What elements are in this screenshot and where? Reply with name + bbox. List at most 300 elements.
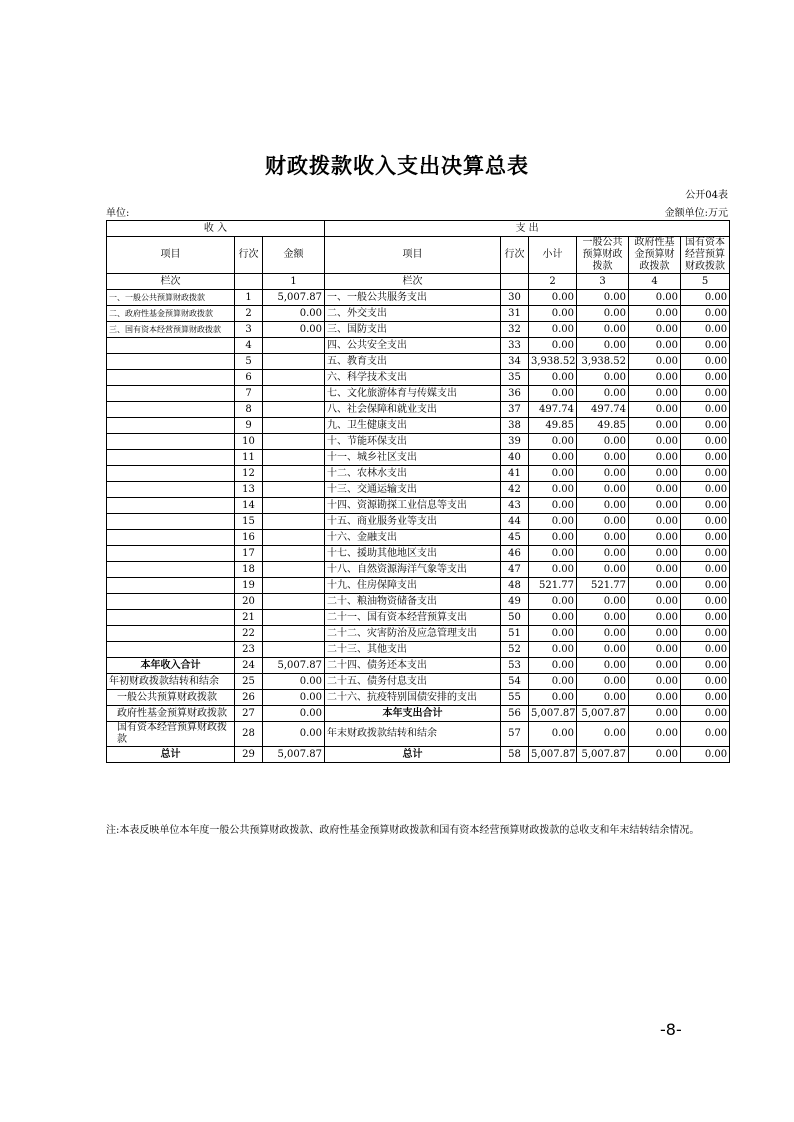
income-row-no: 14 xyxy=(235,498,263,514)
table-row xyxy=(107,578,730,594)
state-capital-amount: 0.00 xyxy=(681,450,730,466)
table-row xyxy=(107,674,730,690)
state-capital-amount: 0.00 xyxy=(681,466,730,482)
table-row xyxy=(107,498,730,514)
expense-row-no: 47 xyxy=(501,562,529,578)
table-row xyxy=(107,610,730,626)
fund-budget-amount: 0.00 xyxy=(629,482,681,498)
income-amount: 0.00 xyxy=(263,674,325,690)
table-row xyxy=(107,354,730,370)
income-row-no: 12 xyxy=(235,466,263,482)
subtotal-amount: 0.00 xyxy=(529,546,577,562)
expense-item: 二十二、灾害防治及应急管理支出 xyxy=(325,626,501,642)
income-column-no-blank xyxy=(235,274,263,290)
expense-item: 二十五、债务付息支出 xyxy=(325,674,501,690)
expense-item: 六、科学技术支出 xyxy=(325,370,501,386)
state-capital-amount: 0.00 xyxy=(681,306,730,322)
table-row xyxy=(107,706,730,722)
general-budget-amount: 5,007.87 xyxy=(577,747,629,763)
expense-section-header: 支 出 xyxy=(325,221,730,237)
fund-budget-amount: 0.00 xyxy=(629,498,681,514)
expense-item: 总计 xyxy=(325,747,501,763)
income-item xyxy=(107,450,235,466)
subtotal-amount: 0.00 xyxy=(529,674,577,690)
income-row-no: 2 xyxy=(235,306,263,322)
income-row-no: 5 xyxy=(235,354,263,370)
state-capital-amount: 0.00 xyxy=(681,418,730,434)
income-row-no: 22 xyxy=(235,626,263,642)
fund-budget-amount: 0.00 xyxy=(629,306,681,322)
income-row-no: 28 xyxy=(235,722,263,747)
state-capital-amount: 0.00 xyxy=(681,514,730,530)
expense-row-no: 51 xyxy=(501,626,529,642)
subtotal-amount: 0.00 xyxy=(529,498,577,514)
expense-row-no: 34 xyxy=(501,354,529,370)
expense-row-no: 57 xyxy=(501,722,529,747)
income-amount: 0.00 xyxy=(263,722,325,747)
general-budget-amount: 521.77 xyxy=(577,578,629,594)
subtotal-amount: 0.00 xyxy=(529,338,577,354)
state-capital-amount: 0.00 xyxy=(681,434,730,450)
expense-row-no: 30 xyxy=(501,290,529,306)
table-row xyxy=(107,562,730,578)
income-amount xyxy=(263,466,325,482)
state-capital-amount: 0.00 xyxy=(681,482,730,498)
fund-budget-amount: 0.00 xyxy=(629,370,681,386)
subtotal-amount: 0.00 xyxy=(529,594,577,610)
fund-budget-amount: 0.00 xyxy=(629,466,681,482)
subtotal-amount: 0.00 xyxy=(529,370,577,386)
table-row xyxy=(107,466,730,482)
fund-budget-amount: 0.00 xyxy=(629,578,681,594)
subtotal-amount: 0.00 xyxy=(529,658,577,674)
fund-budget-amount: 0.00 xyxy=(629,546,681,562)
income-item xyxy=(107,482,235,498)
expense-item: 二十一、国有资本经营预算支出 xyxy=(325,610,501,626)
income-item xyxy=(107,402,235,418)
income-amount xyxy=(263,434,325,450)
subtotal-amount: 0.00 xyxy=(529,626,577,642)
expense-row-no: 38 xyxy=(501,418,529,434)
income-amount xyxy=(263,578,325,594)
expense-item: 三、国防支出 xyxy=(325,322,501,338)
income-item: 三、国有资本经营预算财政拨款 xyxy=(107,322,235,338)
income-row-no: 13 xyxy=(235,482,263,498)
income-row-no: 3 xyxy=(235,322,263,338)
income-item xyxy=(107,466,235,482)
fund-budget-amount: 0.00 xyxy=(629,434,681,450)
table-row xyxy=(107,482,730,498)
fund-budget-amount: 0.00 xyxy=(629,626,681,642)
income-item xyxy=(107,354,235,370)
general-budget-amount: 0.00 xyxy=(577,306,629,322)
table-row xyxy=(107,434,730,450)
table-row xyxy=(107,386,730,402)
general-budget-amount: 0.00 xyxy=(577,322,629,338)
general-budget-amount: 0.00 xyxy=(577,530,629,546)
income-row-no: 1 xyxy=(235,290,263,306)
expense-row-no: 54 xyxy=(501,674,529,690)
income-row-no: 26 xyxy=(235,690,263,706)
fund-budget-amount: 0.00 xyxy=(629,402,681,418)
income-amount xyxy=(263,402,325,418)
table-row xyxy=(107,626,730,642)
table-note: 注:本表反映单位本年度一般公共预算财政拨款、政府性基金预算财政拨款和国有资本经营预算财政拨款的总收支和年末结转结余情况。 xyxy=(106,825,700,836)
fund-budget-amount: 0.00 xyxy=(629,642,681,658)
fund-budget-amount: 0.00 xyxy=(629,594,681,610)
income-section-header: 收 入 xyxy=(107,221,325,237)
income-row-no: 6 xyxy=(235,370,263,386)
expense-item: 十五、商业服务业等支出 xyxy=(325,514,501,530)
general-budget-amount: 3,938.52 xyxy=(577,354,629,370)
expense-item: 九、卫生健康支出 xyxy=(325,418,501,434)
income-row-no: 21 xyxy=(235,610,263,626)
subtotal-amount: 5,007.87 xyxy=(529,706,577,722)
income-item: 本年收入合计 xyxy=(107,658,235,674)
income-row-no: 27 xyxy=(235,706,263,722)
expense-row-no: 55 xyxy=(501,690,529,706)
income-item xyxy=(107,434,235,450)
expense-item: 十九、住房保障支出 xyxy=(325,578,501,594)
general-budget-amount: 0.00 xyxy=(577,498,629,514)
subtotal-amount: 0.00 xyxy=(529,450,577,466)
state-capital-amount: 0.00 xyxy=(681,658,730,674)
expense-row-no: 36 xyxy=(501,386,529,402)
expense-item: 一、一般公共服务支出 xyxy=(325,290,501,306)
expense-row-no: 41 xyxy=(501,466,529,482)
expense-row-no: 48 xyxy=(501,578,529,594)
state-capital-amount: 0.00 xyxy=(681,562,730,578)
expense-item: 二、外交支出 xyxy=(325,306,501,322)
subtotal-amount: 49.85 xyxy=(529,418,577,434)
state-capital-amount: 0.00 xyxy=(681,747,730,763)
expense-item: 十、节能环保支出 xyxy=(325,434,501,450)
expense-item: 二十三、其他支出 xyxy=(325,642,501,658)
income-amount xyxy=(263,546,325,562)
expense-item: 十四、资源勘探工业信息等支出 xyxy=(325,498,501,514)
income-item xyxy=(107,386,235,402)
fund-budget-amount: 0.00 xyxy=(629,610,681,626)
subtotal-amount: 5,007.87 xyxy=(529,747,577,763)
income-amount: 5,007.87 xyxy=(263,658,325,674)
table-row xyxy=(107,747,730,763)
subtotal-amount: 0.00 xyxy=(529,386,577,402)
table-row xyxy=(107,658,730,674)
expense-row-no: 32 xyxy=(501,322,529,338)
subtotal-amount: 0.00 xyxy=(529,610,577,626)
income-amount xyxy=(263,610,325,626)
expense-row-no: 53 xyxy=(501,658,529,674)
amount-unit: 金额单位:万元 xyxy=(664,208,728,219)
general-budget-amount: 0.00 xyxy=(577,386,629,402)
expense-item: 十七、援助其他地区支出 xyxy=(325,546,501,562)
income-amount xyxy=(263,338,325,354)
expense-row-no: 31 xyxy=(501,306,529,322)
expense-row-no: 45 xyxy=(501,530,529,546)
expense-row-no: 39 xyxy=(501,434,529,450)
general-budget-amount: 0.00 xyxy=(577,450,629,466)
expense-column-label: 栏次 xyxy=(325,274,501,290)
general-budget-amount: 0.00 xyxy=(577,482,629,498)
income-row-no: 10 xyxy=(235,434,263,450)
income-row-no-header: 行次 xyxy=(235,237,263,274)
income-item xyxy=(107,562,235,578)
general-budget-amount: 0.00 xyxy=(577,370,629,386)
income-item xyxy=(107,514,235,530)
table-row xyxy=(107,690,730,706)
income-column-label: 栏次 xyxy=(107,274,235,290)
income-item xyxy=(107,610,235,626)
state-capital-budget-header: 国有资本经营预算财政拨款 xyxy=(681,237,730,274)
income-item xyxy=(107,546,235,562)
income-amount xyxy=(263,482,325,498)
income-amount xyxy=(263,562,325,578)
income-item xyxy=(107,578,235,594)
state-capital-amount: 0.00 xyxy=(681,642,730,658)
state-capital-amount: 0.00 xyxy=(681,370,730,386)
state-capital-amount: 0.00 xyxy=(681,530,730,546)
fund-budget-amount: 0.00 xyxy=(629,706,681,722)
income-amount xyxy=(263,626,325,642)
expense-row-no: 42 xyxy=(501,482,529,498)
fund-budget-amount: 0.00 xyxy=(629,322,681,338)
income-amount xyxy=(263,354,325,370)
expense-row-no: 33 xyxy=(501,338,529,354)
general-budget-amount: 0.00 xyxy=(577,466,629,482)
income-amount xyxy=(263,530,325,546)
income-item xyxy=(107,530,235,546)
income-row-no: 18 xyxy=(235,562,263,578)
income-amount: 0.00 xyxy=(263,306,325,322)
expense-item: 五、教育支出 xyxy=(325,354,501,370)
expense-item: 二十、粮油物资储备支出 xyxy=(325,594,501,610)
expense-row-no: 37 xyxy=(501,402,529,418)
subtotal-amount: 0.00 xyxy=(529,722,577,747)
general-budget-amount: 0.00 xyxy=(577,674,629,690)
expense-row-no-header: 行次 xyxy=(501,237,529,274)
expense-row-no: 43 xyxy=(501,498,529,514)
subtotal-header: 小计 xyxy=(529,237,577,274)
fund-budget-amount: 0.00 xyxy=(629,530,681,546)
expense-row-no: 49 xyxy=(501,594,529,610)
general-budget-amount: 0.00 xyxy=(577,546,629,562)
table-row xyxy=(107,370,730,386)
subtotal-amount: 0.00 xyxy=(529,290,577,306)
expense-item: 十一、城乡社区支出 xyxy=(325,450,501,466)
income-row-no: 16 xyxy=(235,530,263,546)
table-row xyxy=(107,450,730,466)
income-amount: 0.00 xyxy=(263,706,325,722)
state-capital-amount: 0.00 xyxy=(681,402,730,418)
general-budget-amount: 0.00 xyxy=(577,722,629,747)
expense-row-no: 46 xyxy=(501,546,529,562)
subtotal-amount: 0.00 xyxy=(529,306,577,322)
expense-item: 七、文化旅游体育与传媒支出 xyxy=(325,386,501,402)
income-amount: 5,007.87 xyxy=(263,290,325,306)
subtotal-amount: 0.00 xyxy=(529,562,577,578)
expense-item: 十三、交通运输支出 xyxy=(325,482,501,498)
general-budget-amount: 0.00 xyxy=(577,658,629,674)
general-budget-amount: 0.00 xyxy=(577,626,629,642)
state-capital-amount: 0.00 xyxy=(681,578,730,594)
subtotal-amount: 521.77 xyxy=(529,578,577,594)
table-row xyxy=(107,402,730,418)
income-amount xyxy=(263,386,325,402)
fund-budget-amount: 0.00 xyxy=(629,386,681,402)
income-row-no: 20 xyxy=(235,594,263,610)
state-capital-amount: 0.00 xyxy=(681,610,730,626)
unit-label: 单位: xyxy=(106,208,130,219)
income-row-no: 17 xyxy=(235,546,263,562)
state-capital-amount: 0.00 xyxy=(681,594,730,610)
expense-row-no: 40 xyxy=(501,450,529,466)
income-item-header: 项目 xyxy=(107,237,235,274)
general-budget-amount: 0.00 xyxy=(577,338,629,354)
column-1: 1 xyxy=(263,274,325,290)
subtotal-amount: 0.00 xyxy=(529,322,577,338)
expense-item: 二十六、抗疫特别国债安排的支出 xyxy=(325,690,501,706)
form-number: 公开04表 xyxy=(685,190,728,201)
general-budget-amount: 0.00 xyxy=(577,434,629,450)
table-row xyxy=(107,642,730,658)
income-item: 二、政府性基金预算财政拨款 xyxy=(107,306,235,322)
income-row-no: 24 xyxy=(235,658,263,674)
column-2: 2 xyxy=(529,274,577,290)
expense-item: 本年支出合计 xyxy=(325,706,501,722)
fund-budget-amount: 0.00 xyxy=(629,747,681,763)
fund-budget-amount: 0.00 xyxy=(629,418,681,434)
state-capital-amount: 0.00 xyxy=(681,386,730,402)
expense-row-no: 35 xyxy=(501,370,529,386)
income-amount xyxy=(263,418,325,434)
general-budget-amount: 497.74 xyxy=(577,402,629,418)
state-capital-amount: 0.00 xyxy=(681,546,730,562)
table-row xyxy=(107,722,730,747)
page-title: 财政拨款收入支出决算总表 xyxy=(265,153,529,178)
state-capital-amount: 0.00 xyxy=(681,706,730,722)
income-row-no: 9 xyxy=(235,418,263,434)
income-amount: 0.00 xyxy=(263,690,325,706)
income-amount xyxy=(263,514,325,530)
expense-row-no: 50 xyxy=(501,610,529,626)
subtotal-amount: 0.00 xyxy=(529,482,577,498)
general-budget-amount: 0.00 xyxy=(577,594,629,610)
income-row-no: 7 xyxy=(235,386,263,402)
income-amount-header: 金额 xyxy=(263,237,325,274)
general-budget-amount: 0.00 xyxy=(577,690,629,706)
table-row xyxy=(107,514,730,530)
income-amount: 5,007.87 xyxy=(263,747,325,763)
general-budget-amount: 0.00 xyxy=(577,610,629,626)
fund-budget-amount: 0.00 xyxy=(629,674,681,690)
income-row-no: 8 xyxy=(235,402,263,418)
fund-budget-header: 政府性基金预算财政拨款 xyxy=(629,237,681,274)
income-amount xyxy=(263,370,325,386)
income-item: 年初财政拨款结转和结余 xyxy=(107,674,235,690)
income-row-no: 15 xyxy=(235,514,263,530)
table-row xyxy=(107,322,730,338)
general-budget-amount: 0.00 xyxy=(577,642,629,658)
column-4: 4 xyxy=(629,274,681,290)
subtotal-amount: 0.00 xyxy=(529,466,577,482)
general-budget-amount: 0.00 xyxy=(577,562,629,578)
expense-item: 八、社会保障和就业支出 xyxy=(325,402,501,418)
general-budget-amount: 5,007.87 xyxy=(577,706,629,722)
income-item xyxy=(107,594,235,610)
income-item xyxy=(107,626,235,642)
table-row xyxy=(107,530,730,546)
fund-budget-amount: 0.00 xyxy=(629,450,681,466)
subtotal-amount: 497.74 xyxy=(529,402,577,418)
general-budget-amount: 0.00 xyxy=(577,290,629,306)
income-amount xyxy=(263,450,325,466)
income-amount xyxy=(263,594,325,610)
table-row xyxy=(107,338,730,354)
state-capital-amount: 0.00 xyxy=(681,626,730,642)
state-capital-amount: 0.00 xyxy=(681,322,730,338)
table-row xyxy=(107,306,730,322)
subtotal-amount: 0.00 xyxy=(529,514,577,530)
table-row xyxy=(107,290,730,306)
state-capital-amount: 0.00 xyxy=(681,690,730,706)
state-capital-amount: 0.00 xyxy=(681,338,730,354)
table-row xyxy=(107,594,730,610)
income-amount: 0.00 xyxy=(263,322,325,338)
income-item xyxy=(107,498,235,514)
table-row xyxy=(107,546,730,562)
expense-row-no: 52 xyxy=(501,642,529,658)
income-row-no: 4 xyxy=(235,338,263,354)
page-number: -8- xyxy=(660,1020,682,1039)
budget-table xyxy=(106,220,730,763)
expense-item: 四、公共安全支出 xyxy=(325,338,501,354)
fund-budget-amount: 0.00 xyxy=(629,690,681,706)
income-amount xyxy=(263,642,325,658)
state-capital-amount: 0.00 xyxy=(681,290,730,306)
general-budget-amount: 49.85 xyxy=(577,418,629,434)
column-5: 5 xyxy=(681,274,730,290)
subtotal-amount: 0.00 xyxy=(529,434,577,450)
subtotal-amount: 0.00 xyxy=(529,642,577,658)
expense-item: 十六、金融支出 xyxy=(325,530,501,546)
fund-budget-amount: 0.00 xyxy=(629,658,681,674)
income-item xyxy=(107,370,235,386)
income-row-no: 19 xyxy=(235,578,263,594)
income-item xyxy=(107,338,235,354)
state-capital-amount: 0.00 xyxy=(681,354,730,370)
subtotal-amount: 3,938.52 xyxy=(529,354,577,370)
state-capital-amount: 0.00 xyxy=(681,722,730,747)
table-row xyxy=(107,418,730,434)
income-row-no: 23 xyxy=(235,642,263,658)
state-capital-amount: 0.00 xyxy=(681,498,730,514)
income-item xyxy=(107,418,235,434)
expense-item: 十二、农林水支出 xyxy=(325,466,501,482)
expense-item: 年末财政拨款结转和结余 xyxy=(325,722,501,747)
income-item: 政府性基金预算财政拨款 xyxy=(107,706,235,722)
income-item: 总计 xyxy=(107,747,235,763)
expense-item: 十八、自然资源海洋气象等支出 xyxy=(325,562,501,578)
expense-item: 二十四、债务还本支出 xyxy=(325,658,501,674)
subtotal-amount: 0.00 xyxy=(529,690,577,706)
general-budget-header: 一般公共预算财政拨款 xyxy=(577,237,629,274)
fund-budget-amount: 0.00 xyxy=(629,722,681,747)
fund-budget-amount: 0.00 xyxy=(629,290,681,306)
expense-row-no: 56 xyxy=(501,706,529,722)
expense-row-no: 44 xyxy=(501,514,529,530)
income-amount xyxy=(263,498,325,514)
income-item: 一般公共预算财政拨款 xyxy=(107,690,235,706)
